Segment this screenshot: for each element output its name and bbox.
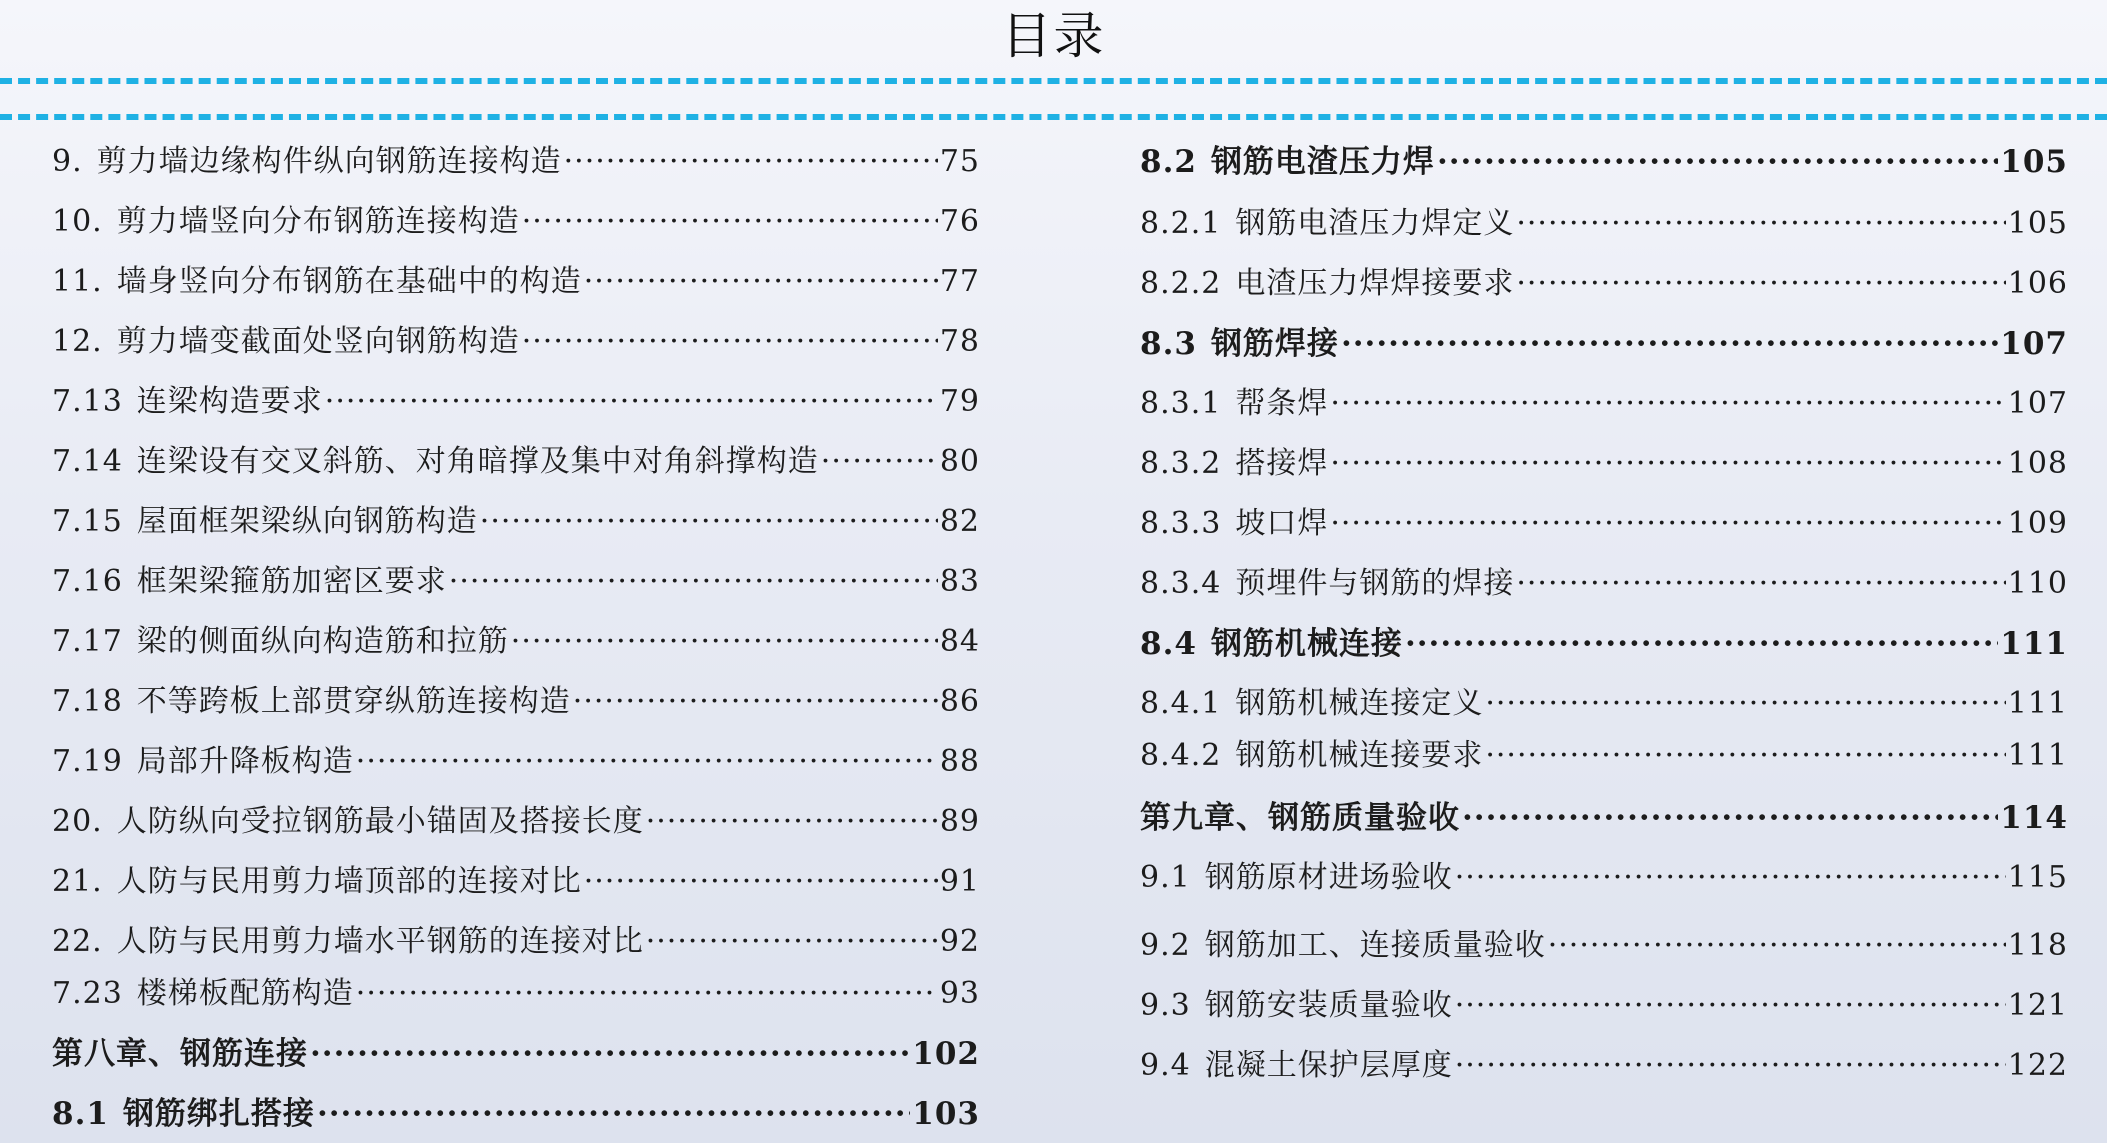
toc-entry-row[interactable]: [1140, 734, 2068, 778]
toc-entry-number: 9.: [52, 144, 83, 179]
toc-page-number: 110: [2007, 566, 2068, 601]
dot-leader: [317, 1092, 910, 1136]
toc-entry-row[interactable]: [52, 560, 980, 604]
dot-leader: [511, 620, 938, 664]
toc-page-number: 107: [2000, 326, 2068, 362]
dot-leader: [1462, 796, 1998, 840]
dot-leader: [584, 860, 938, 904]
toc-entry-number: 8.1: [52, 1096, 109, 1132]
toc-page-number: 93: [939, 976, 980, 1011]
toc-heading-row[interactable]: [1140, 140, 2068, 184]
toc-page-number: 105: [2007, 206, 2068, 241]
dot-leader: [522, 320, 938, 364]
dot-leader: [1516, 262, 2005, 306]
toc-entry-row[interactable]: [52, 860, 980, 904]
toc-entry-row[interactable]: [1140, 262, 2068, 306]
toc-entry-title: 第九章、钢筋质量验收: [1140, 800, 1460, 836]
toc-entry-title: 混凝土保护层厚度: [1204, 1048, 1453, 1083]
toc-entry-number: 8.2.1: [1140, 206, 1222, 241]
dot-leader: [1330, 382, 2005, 426]
toc-entry-number: 9.1: [1140, 860, 1191, 895]
toc-entry-number: 8.2: [1140, 144, 1197, 180]
toc-entry-title: 钢筋原材进场验收: [1204, 860, 1453, 895]
toc-entry-title: 钢筋安装质量验收: [1204, 988, 1453, 1023]
toc-entry-number: 9.2: [1140, 928, 1191, 963]
dot-leader: [1330, 442, 2005, 486]
toc-page-number: 76: [939, 204, 980, 239]
toc-entry-title: 剪力墙变截面处竖向钢筋构造: [116, 324, 520, 359]
toc-entry-row[interactable]: [1140, 502, 2068, 546]
toc-entry-number: 8.3.1: [1140, 386, 1222, 421]
toc-entry-title: 钢筋绑扎搭接: [122, 1096, 315, 1132]
toc-entry-number: 7.18: [52, 684, 123, 719]
toc-entry-title: 人防与民用剪力墙顶部的连接对比: [116, 864, 582, 899]
toc-entry-number: 11.: [52, 264, 103, 299]
toc-entry-row[interactable]: [52, 680, 980, 724]
toc-entry-title: 坡口焊: [1235, 506, 1329, 541]
toc-entry-number: 7.16: [52, 564, 123, 599]
toc-entry-row[interactable]: [1140, 682, 2068, 726]
toc-page-number: 80: [939, 444, 980, 479]
dot-leader: [356, 740, 938, 784]
dot-leader: [1548, 924, 2006, 968]
toc-entry-row[interactable]: [1140, 924, 2068, 968]
toc-page-number: 108: [2007, 446, 2068, 481]
toc-entry-number: 8.4.1: [1140, 686, 1222, 721]
toc-entry-title: 钢筋焊接: [1210, 326, 1339, 362]
toc-entry-number: 10.: [52, 204, 103, 239]
dot-leader: [1455, 1044, 2006, 1088]
toc-entry-title: 楼梯板配筋构造: [136, 976, 354, 1011]
toc-entry-title: 钢筋机械连接要求: [1235, 738, 1484, 773]
dot-leader: [480, 500, 938, 544]
dot-leader: [1330, 502, 2005, 546]
dot-leader: [1485, 682, 2005, 726]
dot-leader: [1455, 984, 2006, 1028]
toc-entry-row[interactable]: [1140, 562, 2068, 606]
toc-page-number: 103: [912, 1096, 980, 1132]
toc-entry-title: 钢筋电渣压力焊定义: [1235, 206, 1515, 241]
toc-entry-number: 8.4.2: [1140, 738, 1222, 773]
dot-leader: [1437, 140, 1998, 184]
toc-entry-number: 7.15: [52, 504, 123, 539]
toc-page-number: 105: [2000, 144, 2068, 180]
top-dashed-divider: [0, 78, 2107, 84]
toc-entry-row[interactable]: [52, 800, 980, 844]
toc-entry-number: 7.19: [52, 744, 123, 779]
toc-entry-title: 连梁设有交叉斜筋、对角暗撑及集中对角斜撑构造: [136, 444, 819, 479]
toc-page-number: 111: [2000, 626, 2068, 662]
toc-entry-title: 框架梁箍筋加密区要求: [136, 564, 447, 599]
toc-page-number: 83: [939, 564, 980, 599]
dot-leader: [1516, 562, 2005, 606]
toc-entry-number: 7.14: [52, 444, 123, 479]
toc-entry-row[interactable]: [52, 920, 980, 964]
toc-entry-row[interactable]: [52, 740, 980, 784]
dot-leader: [325, 380, 938, 424]
page-title: 目录: [1001, 7, 1106, 65]
toc-entry-title: 连梁构造要求: [136, 384, 323, 419]
toc-entry-title: 电渣压力焊焊接要求: [1235, 266, 1515, 301]
toc-page-number: 75: [939, 144, 980, 179]
toc-entry-title: 第八章、钢筋连接: [52, 1036, 308, 1072]
dot-leader: [356, 972, 938, 1016]
toc-page-number: 86: [939, 684, 980, 719]
dot-leader: [1405, 622, 1998, 666]
toc-page-number: 89: [939, 804, 980, 839]
toc-entry-title: 局部升降板构造: [136, 744, 354, 779]
dot-leader: [1485, 734, 2005, 778]
toc-page-number: 109: [2007, 506, 2068, 541]
toc-entry-row[interactable]: [52, 972, 980, 1016]
toc-page-number: 118: [2007, 928, 2068, 963]
toc-entry-number: 22.: [52, 924, 103, 959]
toc-heading-row[interactable]: [1140, 622, 2068, 666]
toc-entry-title: 剪力墙竖向分布钢筋连接构造: [116, 204, 520, 239]
toc-entry-title: 钢筋电渣压力焊: [1210, 144, 1435, 180]
toc-page-number: 78: [939, 324, 980, 359]
toc-entry-row[interactable]: [52, 500, 980, 544]
toc-entry-row[interactable]: [52, 380, 980, 424]
toc-page-number: 88: [939, 744, 980, 779]
toc-entry-title: 墙身竖向分布钢筋在基础中的构造: [116, 264, 582, 299]
dot-leader: [821, 440, 938, 484]
dot-leader: [564, 140, 938, 184]
toc-page-number: 111: [2007, 686, 2068, 721]
toc-heading-row[interactable]: [1140, 796, 2068, 840]
bottom-dashed-divider: [0, 114, 2107, 120]
toc-entry-title: 人防纵向受拉钢筋最小锚固及搭接长度: [116, 804, 644, 839]
toc-entry-number: 20.: [52, 804, 103, 839]
toc-page-number: 111: [2007, 738, 2068, 773]
toc-page-number: 106: [2007, 266, 2068, 301]
toc-entry-title: 预埋件与钢筋的焊接: [1235, 566, 1515, 601]
toc-page-number: 91: [939, 864, 980, 899]
toc-entry-number: 9.3: [1140, 988, 1191, 1023]
toc-entry-number: 7.13: [52, 384, 123, 419]
toc-entry-number: 8.3.3: [1140, 506, 1222, 541]
toc-entry-number: 8.2.2: [1140, 266, 1222, 301]
toc-page-number: 82: [939, 504, 980, 539]
toc-page-number: 102: [912, 1036, 980, 1072]
toc-entry-row[interactable]: [1140, 984, 2068, 1028]
toc-entry-row[interactable]: [52, 260, 980, 304]
toc-entry-number: 8.4: [1140, 626, 1197, 662]
dot-leader: [522, 200, 938, 244]
dot-leader: [584, 260, 938, 304]
toc-entry-row[interactable]: [52, 200, 980, 244]
toc-page-number: 77: [939, 264, 980, 299]
toc-page-number: 92: [939, 924, 980, 959]
dot-leader: [646, 920, 938, 964]
toc-entry-title: 不等跨板上部贯穿纵筋连接构造: [136, 684, 571, 719]
toc-entry-row[interactable]: [1140, 202, 2068, 246]
dot-leader: [1341, 322, 1998, 366]
dot-leader: [646, 800, 938, 844]
toc-heading-row[interactable]: [1140, 322, 2068, 366]
dot-leader: [449, 560, 938, 604]
toc-entry-title: 钢筋加工、连接质量验收: [1204, 928, 1546, 963]
toc-page-number: 122: [2007, 1048, 2068, 1083]
toc-entry-number: 7.23: [52, 976, 123, 1011]
toc-page-number: 79: [939, 384, 980, 419]
toc-entry-number: 7.17: [52, 624, 123, 659]
toc-entry-number: 12.: [52, 324, 103, 359]
dot-leader: [573, 680, 938, 724]
toc-entry-row[interactable]: [52, 320, 980, 364]
toc-entry-row[interactable]: [1140, 1044, 2068, 1088]
toc-page-number: 121: [2007, 988, 2068, 1023]
toc-entry-title: 剪力墙边缘构件纵向钢筋连接构造: [96, 144, 562, 179]
toc-entry-title: 钢筋机械连接: [1210, 626, 1403, 662]
toc-entry-row[interactable]: [52, 440, 980, 484]
dot-leader: [310, 1032, 910, 1076]
toc-entry-row[interactable]: [1140, 442, 2068, 486]
toc-entry-title: 人防与民用剪力墙水平钢筋的连接对比: [116, 924, 644, 959]
toc-page-number: 114: [2000, 800, 2068, 836]
toc-entry-number: 8.3.2: [1140, 446, 1222, 481]
toc-entry-row[interactable]: [52, 620, 980, 664]
toc-entry-row[interactable]: [52, 140, 980, 184]
toc-entry-row[interactable]: [1140, 856, 2068, 900]
toc-entry-title: 梁的侧面纵向构造筋和拉筋: [136, 624, 509, 659]
toc-page-number: 115: [2007, 860, 2068, 895]
toc-entry-number: 8.3.4: [1140, 566, 1222, 601]
toc-heading-row[interactable]: [52, 1032, 980, 1076]
toc-entry-title: 屋面框架梁纵向钢筋构造: [136, 504, 478, 539]
toc-entry-number: 21.: [52, 864, 103, 899]
toc-page-number: 107: [2007, 386, 2068, 421]
toc-entry-title: 钢筋机械连接定义: [1235, 686, 1484, 721]
toc-page-number: 84: [939, 624, 980, 659]
toc-heading-row[interactable]: [52, 1092, 980, 1136]
toc-entry-number: 8.3: [1140, 326, 1197, 362]
toc-entry-title: 帮条焊: [1235, 386, 1329, 421]
toc-entry-number: 9.4: [1140, 1048, 1191, 1083]
dot-leader: [1516, 202, 2005, 246]
toc-entry-title: 搭接焊: [1235, 446, 1329, 481]
dot-leader: [1455, 856, 2006, 900]
toc-entry-row[interactable]: [1140, 382, 2068, 426]
